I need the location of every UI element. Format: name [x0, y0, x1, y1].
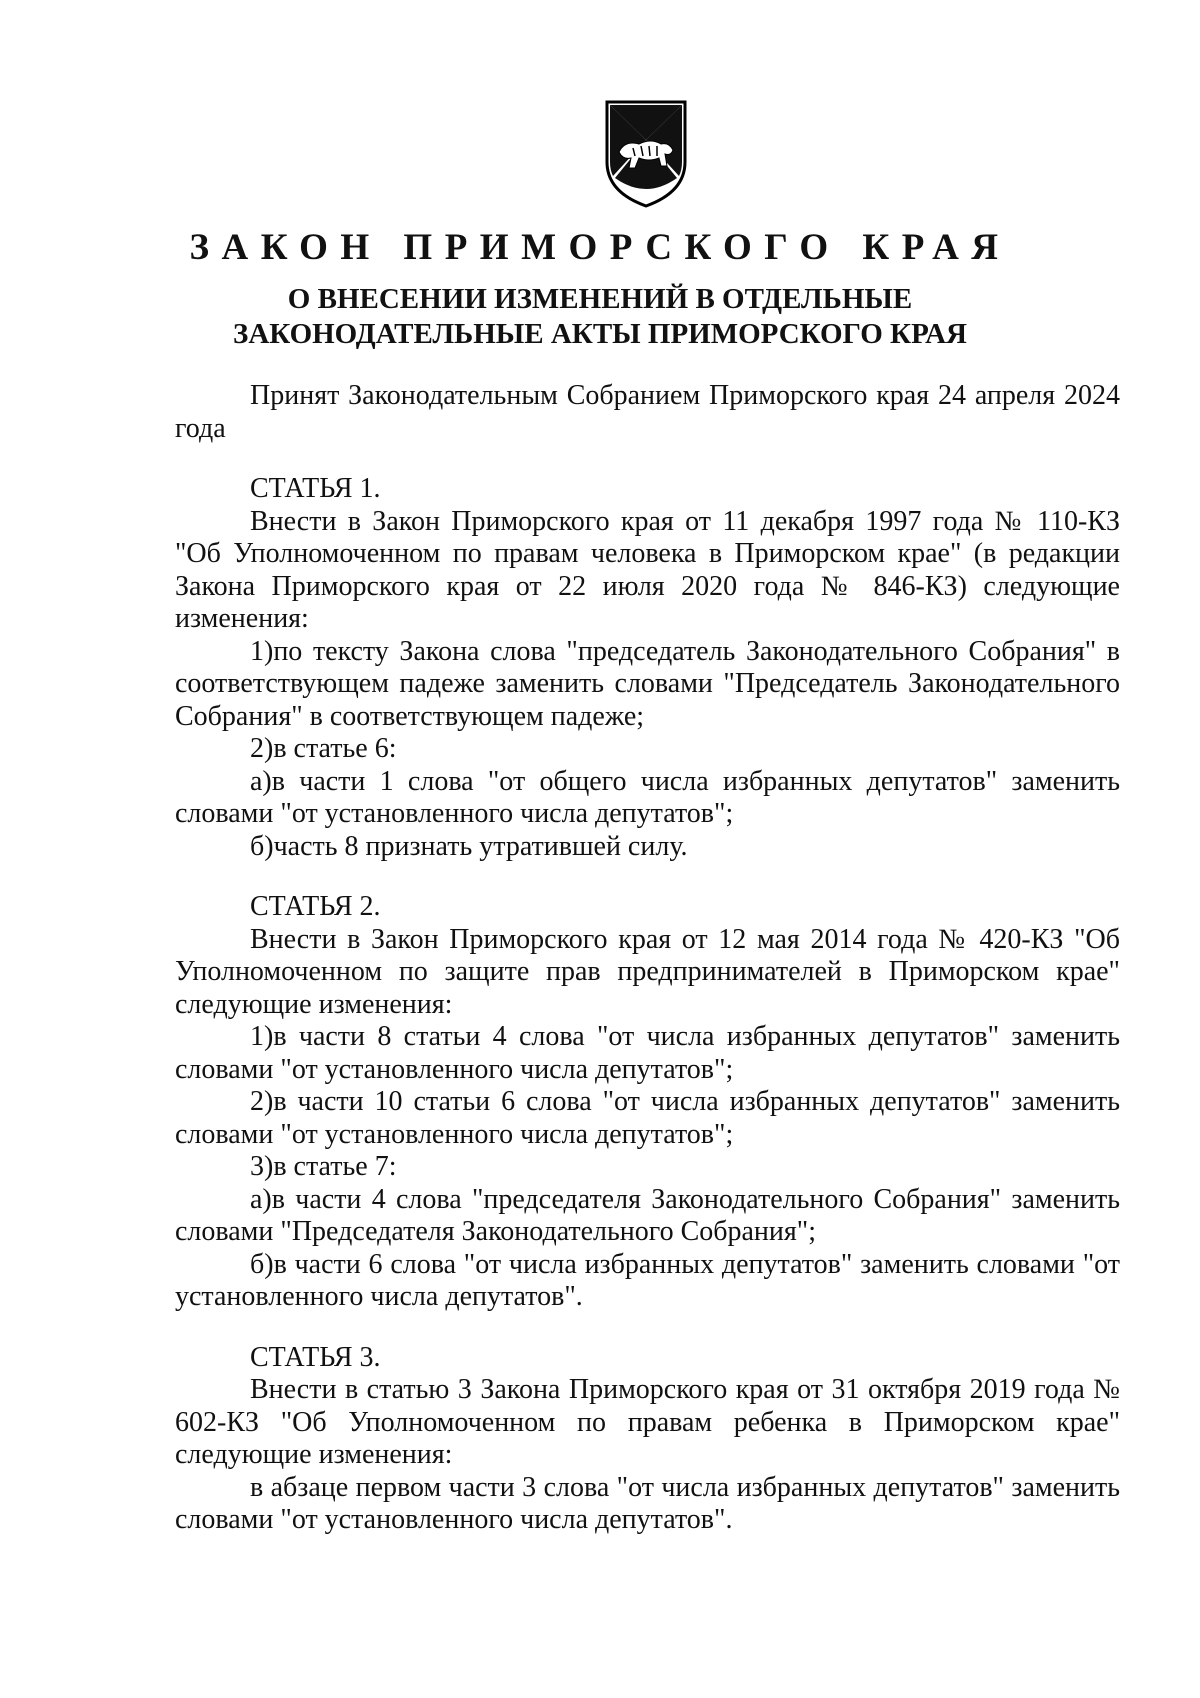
- article-3-item-1: в абзаце первом части 3 слова "от числа избранных депутатов" заменить словами "от установленного числа депутатов".: [175, 1471, 1120, 1535]
- subtitle-line-1: О ВНЕСЕНИИ ИЗМЕНЕНИЙ В ОТДЕЛЬНЫЕ: [287, 283, 913, 315]
- article-2-heading: СТАТЬЯ 2.: [250, 891, 381, 922]
- article-2-item-2: 2)в части 10 статьи 6 слова "от числа избранных депутатов" заменить словами "от установленного числа депутатов";: [175, 1086, 1120, 1150]
- law-subtitle: [0, 282, 1200, 352]
- primorsky-krai-coat-of-arms-icon: [605, 100, 687, 208]
- article-1-item-1: 1)по тексту Закона слова "председатель Законодательного Собрания" в соответствующем падеже заменить словами "Председатель Законодательного Собрания" в соответствующем падеже;: [175, 635, 1120, 732]
- article-2-item-3: 3)в статье 7:: [250, 1151, 397, 1182]
- article-2-intro: Внести в Закон Приморского края от 12 мая 2014 года № 420-КЗ "Об Уполномоченном по защите прав предпринимателей в Приморском крае" следующие изменения:: [175, 923, 1120, 1020]
- article-1-heading: СТАТЬЯ 1.: [250, 473, 381, 504]
- article-2-item-1: 1)в части 8 статьи 4 слова "от числа избранных депутатов" заменить словами "от установленного числа депутатов";: [175, 1021, 1120, 1085]
- article-1-item-2a: а)в части 1 слова "от общего числа избранных депутатов" заменить словами "от установленного числа депутатов";: [175, 765, 1120, 829]
- adoption-statement: Принят Законодательным Собранием Приморского края 24 апреля 2024 года: [175, 380, 1120, 444]
- article-1-item-2: 2)в статье 6:: [250, 733, 397, 764]
- subtitle-line-2: ЗАКОНОДАТЕЛЬНЫЕ АКТЫ ПРИМОРСКОГО КРАЯ: [233, 318, 967, 350]
- article-1-item-2b: б)часть 8 признать утратившей силу.: [250, 830, 688, 862]
- article-3-heading: СТАТЬЯ 3.: [250, 1341, 381, 1373]
- article-2-item-3a: а)в части 4 слова "председателя Законодательного Собрания" заменить словами "Председателя Законодательного Собрания";: [175, 1183, 1120, 1247]
- article-1-intro: Внести в Закон Приморского края от 11 декабря 1997 года № 110-КЗ "Об Уполномоченном по правам человека в Приморском крае" (в редакции Закона Приморского края от 22 июля 2020 года № 846-КЗ) следующие изменения:: [175, 505, 1120, 634]
- article-2-item-3b: б)в части 6 слова "от числа избранных депутатов" заменить словами "от установленного числа депутатов".: [175, 1248, 1120, 1312]
- article-3-intro: Внести в статью 3 Закона Приморского края от 31 октября 2019 года № 602-КЗ "Об Уполномоченном по правам ребенка в Приморском крае" следующие изменения:: [175, 1374, 1120, 1470]
- document-body: [175, 380, 1120, 1537]
- law-title: ЗАКОН ПРИМОРСКОГО КРАЯ: [189, 227, 1011, 268]
